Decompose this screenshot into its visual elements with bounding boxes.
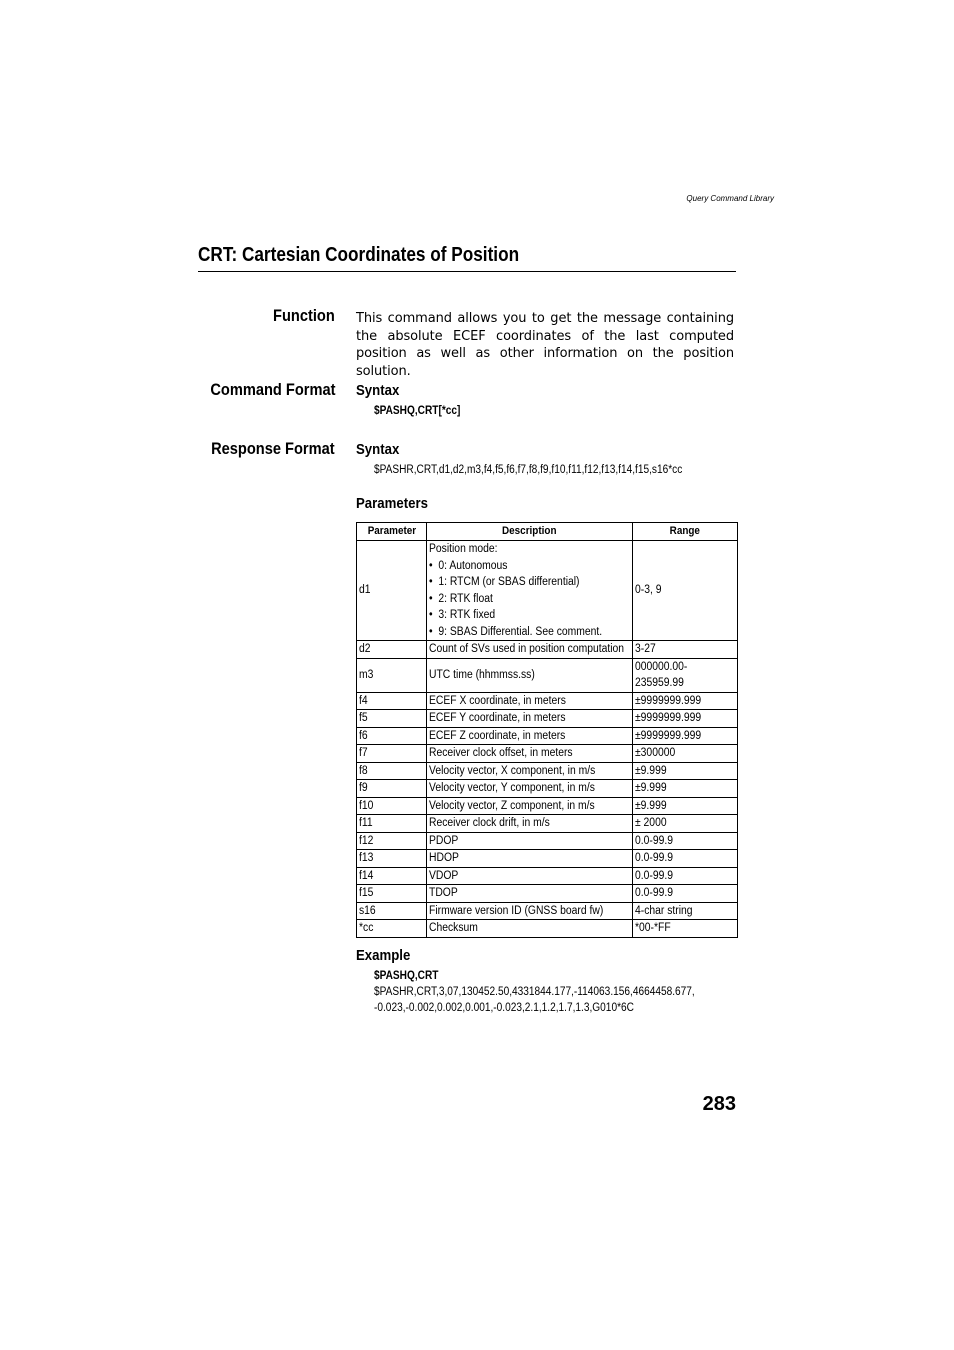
param-cell: f6 <box>357 727 427 745</box>
range-cell: ±9999999.999 <box>633 727 738 745</box>
range-cell: 4-char string <box>633 902 738 920</box>
table-row <box>357 541 738 641</box>
page-number: 283 <box>702 1093 736 1115</box>
command-syntax-label: Syntax <box>356 382 400 399</box>
range-cell: ± 2000 <box>633 815 738 833</box>
range-cell: 0.0-99.9 <box>633 867 738 885</box>
table-row <box>357 832 738 850</box>
response-syntax-label: Syntax <box>356 441 400 458</box>
param-cell: f12 <box>357 832 427 850</box>
param-cell: f9 <box>357 780 427 798</box>
command-syntax: $PASHQ,CRT[*cc] <box>374 405 461 417</box>
param-cell: d2 <box>357 641 427 659</box>
response-syntax: $PASHR,CRT,d1,d2,m3,f4,f5,f6,f7,f8,f9,f10,f11,f12,f13,f14,f15,s16*cc <box>374 464 683 476</box>
example-response-line-2: -0.023,-0.002,0.002,0.001,-0.023,2.1,1.2,1.7,1.3,G010*6C <box>374 1002 634 1014</box>
param-cell: f14 <box>357 867 427 885</box>
command-format-heading: Command Format <box>209 380 335 399</box>
response-format-heading: Response Format <box>211 439 335 458</box>
table-row <box>357 710 738 728</box>
title-rule <box>198 271 736 272</box>
table-row <box>357 641 738 659</box>
example-query: $PASHQ,CRT <box>374 970 439 982</box>
range-cell: 3-27 <box>633 641 738 659</box>
table-row <box>357 920 738 938</box>
param-cell: f15 <box>357 885 427 903</box>
range-line: 000000.00- <box>635 660 688 673</box>
param-cell: d1 <box>357 541 427 641</box>
list-item: • 1: RTCM (or SBAS differential) <box>429 574 602 591</box>
page-title: CRT: Cartesian Coordinates of Position <box>198 244 520 266</box>
description-cell: Count of SVs used in position computation <box>427 641 633 659</box>
param-cell: f7 <box>357 745 427 763</box>
table-row <box>357 692 738 710</box>
range-cell: ±9999999.999 <box>633 692 738 710</box>
description-cell: HDOP <box>427 850 633 868</box>
range-cell: 0.0-99.9 <box>633 832 738 850</box>
range-cell: ±9.999 <box>633 780 738 798</box>
table-header-row <box>357 523 738 541</box>
function-heading: Function <box>273 306 335 325</box>
position-mode-list <box>429 558 602 641</box>
param-cell: f10 <box>357 797 427 815</box>
example-response-line-1: $PASHR,CRT,3,07,130452.50,4331844.177,-114063.156,4664458.677, <box>374 986 695 998</box>
range-line: 235959.99 <box>635 677 684 689</box>
running-header: Query Command Library <box>686 194 774 203</box>
table-row <box>357 902 738 920</box>
table-row <box>357 815 738 833</box>
range-cell: 0.0-99.9 <box>633 850 738 868</box>
param-cell: *cc <box>357 920 427 938</box>
description-cell <box>427 541 633 641</box>
description-cell: ECEF X coordinate, in meters <box>427 692 633 710</box>
param-cell: f8 <box>357 762 427 780</box>
table-row <box>357 658 738 692</box>
list-item: • 9: SBAS Differential. See comment. <box>429 624 602 641</box>
parameters-label: Parameters <box>356 495 428 512</box>
column-header-description: Description <box>427 523 633 541</box>
range-cell: 0.0-99.9 <box>633 885 738 903</box>
param-cell: m3 <box>357 658 427 692</box>
description-cell: Velocity vector, Y component, in m/s <box>427 780 633 798</box>
description-cell: Firmware version ID (GNSS board fw) <box>427 902 633 920</box>
description-cell: VDOP <box>427 867 633 885</box>
table-row <box>357 762 738 780</box>
param-cell: f13 <box>357 850 427 868</box>
table-row <box>357 867 738 885</box>
table-row <box>357 780 738 798</box>
param-cell: f11 <box>357 815 427 833</box>
table-row <box>357 797 738 815</box>
list-item: • 3: RTK fixed <box>429 607 602 624</box>
description-cell: Receiver clock drift, in m/s <box>427 815 633 833</box>
list-item: • 0: Autonomous <box>429 558 602 575</box>
param-cell: s16 <box>357 902 427 920</box>
description-cell: ECEF Y coordinate, in meters <box>427 710 633 728</box>
range-cell: ±9.999 <box>633 762 738 780</box>
example-label: Example <box>356 947 411 964</box>
description-cell: ECEF Z coordinate, in meters <box>427 727 633 745</box>
description-cell: TDOP <box>427 885 633 903</box>
position-mode-title: Position mode: <box>429 543 498 555</box>
range-cell <box>633 658 738 692</box>
range-cell: *00-*FF <box>633 920 738 938</box>
table-row <box>357 885 738 903</box>
range-cell: ±9.999 <box>633 797 738 815</box>
table-row <box>357 850 738 868</box>
column-header-range: Range <box>633 523 738 541</box>
description-cell: UTC time (hhmmss.ss) <box>427 658 633 692</box>
list-item: • 2: RTK float <box>429 591 602 608</box>
description-cell: Checksum <box>427 920 633 938</box>
description-cell: Velocity vector, X component, in m/s <box>427 762 633 780</box>
description-cell: PDOP <box>427 832 633 850</box>
description-cell: Receiver clock offset, in meters <box>427 745 633 763</box>
param-cell: f5 <box>357 710 427 728</box>
table-row <box>357 745 738 763</box>
range-cell: 0-3, 9 <box>633 541 738 641</box>
range-cell: ±300000 <box>633 745 738 763</box>
parameters-table <box>356 522 738 938</box>
table-row <box>357 727 738 745</box>
range-cell: ±9999999.999 <box>633 710 738 728</box>
column-header-parameter: Parameter <box>357 523 427 541</box>
function-description: This command allows you to get the message containing the absolute ECEF coordinates of the last computed position as well as other information on the position solution. <box>356 311 734 379</box>
param-cell: f4 <box>357 692 427 710</box>
description-cell: Velocity vector, Z component, in m/s <box>427 797 633 815</box>
parameter-rows <box>357 692 738 937</box>
